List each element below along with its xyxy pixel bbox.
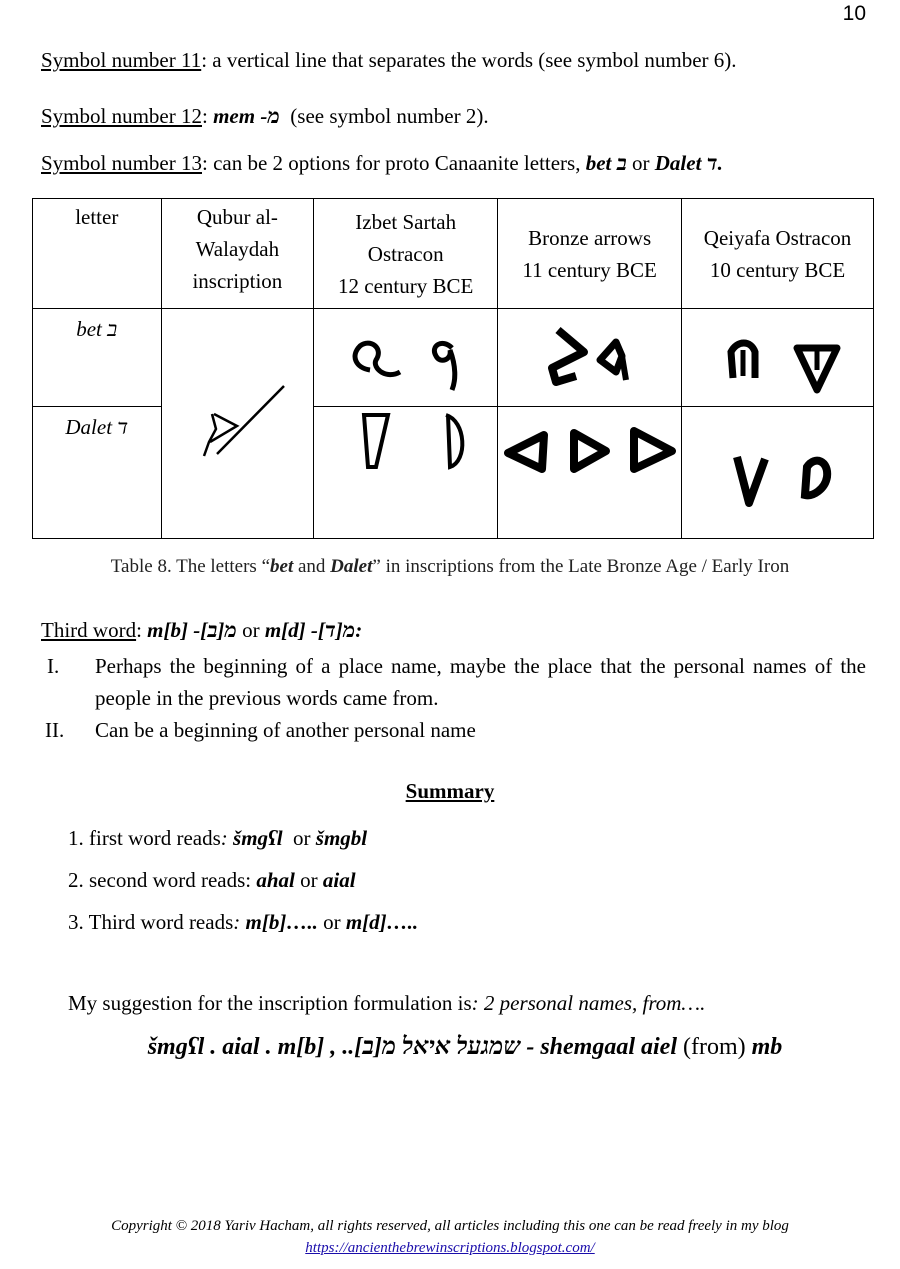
qeiyafa-dalet-cell — [682, 407, 874, 539]
header-bronze-arrows: Bronze arrows 11 century BCE — [498, 199, 682, 309]
bronze-dalet-glyph — [500, 407, 680, 487]
symbol-12-paragraph — [41, 104, 489, 129]
list-item — [41, 650, 866, 714]
list-item-number: 3. — [68, 910, 84, 934]
caption-and: and — [293, 556, 331, 577]
formula-transliteration: šmgʕl . aial . m[b] , ..[ב]שמגעל איאל מ - — [147, 1034, 541, 1060]
copyright-footer — [0, 1215, 900, 1259]
summary-item-or: or — [317, 910, 346, 934]
qubur-glyph — [182, 374, 292, 474]
suggestion-paragraph — [68, 991, 705, 1016]
list-item-number: I. — [47, 654, 60, 678]
suggestion-text: My suggestion for the inscription formulation is — [68, 991, 472, 1015]
qeiyafa-bet-glyph — [693, 318, 863, 398]
izbet-bet-cell — [314, 309, 498, 407]
summary-item-reading-a: m[b]….. — [245, 910, 318, 934]
qubur-glyph-cell — [161, 309, 314, 539]
list-item-text: Can be a beginning of another personal name — [95, 718, 476, 742]
caption-post: ” in inscriptions from the Late Bronze Age / Early Iron — [372, 556, 790, 577]
list-item — [68, 866, 418, 908]
symbol-12-sep: : — [202, 104, 214, 128]
summary-heading: Summary — [405, 779, 495, 803]
symbol-11-text: : a vertical line that separates the words (see symbol number 6). — [201, 48, 737, 72]
blog-link[interactable]: https://ancienthebrewinscriptions.blogspot.com/ — [305, 1240, 595, 1256]
third-word-sep: : — [136, 618, 148, 642]
qeiyafa-bet-cell — [682, 309, 874, 407]
suggestion-italic: 2 personal names, from…. — [483, 991, 706, 1015]
summary-item-text: first word reads — [89, 826, 221, 850]
third-word-heading — [41, 618, 362, 643]
symbol-13-or: or — [626, 151, 655, 175]
summary-item-reading-b: šmgbl — [315, 826, 368, 850]
formula-reading: shemgaal aiel — [540, 1034, 677, 1060]
summary-item-or: or — [282, 826, 316, 850]
header-letter: letter — [33, 199, 162, 309]
header-izbet-sartah: Izbet Sartah Ostracon 12 century BCE — [314, 199, 498, 309]
izbet-dalet-cell — [314, 407, 498, 539]
symbol-13-text: : can be 2 options for proto Canaanite letters, — [202, 151, 586, 175]
third-word-or: or — [236, 618, 265, 642]
list-item — [68, 824, 418, 866]
bronze-dalet-cell — [498, 407, 682, 539]
row-label-bet: bet ב — [33, 309, 162, 407]
symbol-12-term: mem -מ — [213, 104, 280, 128]
caption-pre: Table 8. The letters “ — [110, 556, 271, 577]
symbol-12-text: (see symbol number 2). — [279, 104, 489, 128]
list-item-text: Perhaps the beginning of a place name, maybe the place that the personal names of the people in the previous words came from. — [95, 654, 866, 710]
formula-from: (from) — [677, 1034, 752, 1060]
list-item-number: II. — [45, 718, 65, 742]
summary-item-text: second word reads: — [89, 868, 257, 892]
bronze-bet-cell — [498, 309, 682, 407]
caption-dalet: Dalet — [330, 556, 373, 577]
third-word-option-b: m[b] -[ב]מ — [147, 618, 237, 642]
page-number: 10 — [842, 2, 866, 25]
symbol-12-label: Symbol number 12 — [41, 104, 202, 128]
row-label-dalet: Dalet ד — [33, 407, 162, 539]
list-item — [68, 908, 418, 950]
inscription-formulation — [0, 1034, 900, 1061]
summary-item-reading-a: ahal — [256, 868, 295, 892]
list-item-number: 1. — [68, 826, 84, 850]
symbol-13-option-bet: bet ב — [585, 151, 627, 175]
symbol-13-option-dalet: Dalet ד. — [654, 151, 723, 175]
izbet-dalet-glyph — [326, 407, 486, 477]
symbol-11-label: Symbol number 11 — [41, 48, 202, 72]
summary-list — [68, 824, 418, 950]
list-item — [41, 714, 866, 746]
summary-item-colon: : — [233, 910, 246, 934]
letters-comparison-table — [32, 198, 874, 539]
bronze-bet-glyph — [510, 318, 670, 398]
list-item-number: 2. — [68, 868, 84, 892]
caption-bet: bet — [270, 556, 294, 577]
table-row — [33, 309, 874, 407]
symbol-13-label: Symbol number 13 — [41, 151, 202, 175]
copyright-text: Copyright © 2018 Yariv Hacham, all rights reserved, all articles including this one can be read freely in my blog — [111, 1218, 789, 1234]
header-qeiyafa: Qeiyafa Ostracon 10 century BCE — [682, 199, 874, 309]
suggestion-colon: : — [471, 991, 484, 1015]
header-qubur: Qubur al- Walaydah inscription — [161, 199, 314, 309]
third-word-label: Third word — [41, 618, 137, 642]
izbet-bet-glyph — [326, 318, 486, 398]
table-row — [33, 407, 874, 539]
qeiyafa-dalet-glyph — [693, 433, 863, 513]
summary-item-colon: : — [220, 826, 234, 850]
symbol-11-paragraph — [41, 48, 737, 73]
summary-item-reading-b: m[d]….. — [345, 910, 419, 934]
summary-item-reading-a: šmgʕl — [233, 826, 283, 850]
third-word-option-d: m[d] -[ד]מ: — [264, 618, 363, 642]
summary-item-text: Third word reads — [88, 910, 234, 934]
table-header-row — [33, 199, 874, 309]
symbol-13-paragraph — [41, 151, 723, 176]
formula-end: mb — [751, 1034, 783, 1060]
table-caption — [0, 556, 900, 578]
third-word-options-list — [41, 650, 866, 746]
summary-item-reading-b: aial — [322, 868, 356, 892]
summary-item-or: or — [294, 868, 323, 892]
